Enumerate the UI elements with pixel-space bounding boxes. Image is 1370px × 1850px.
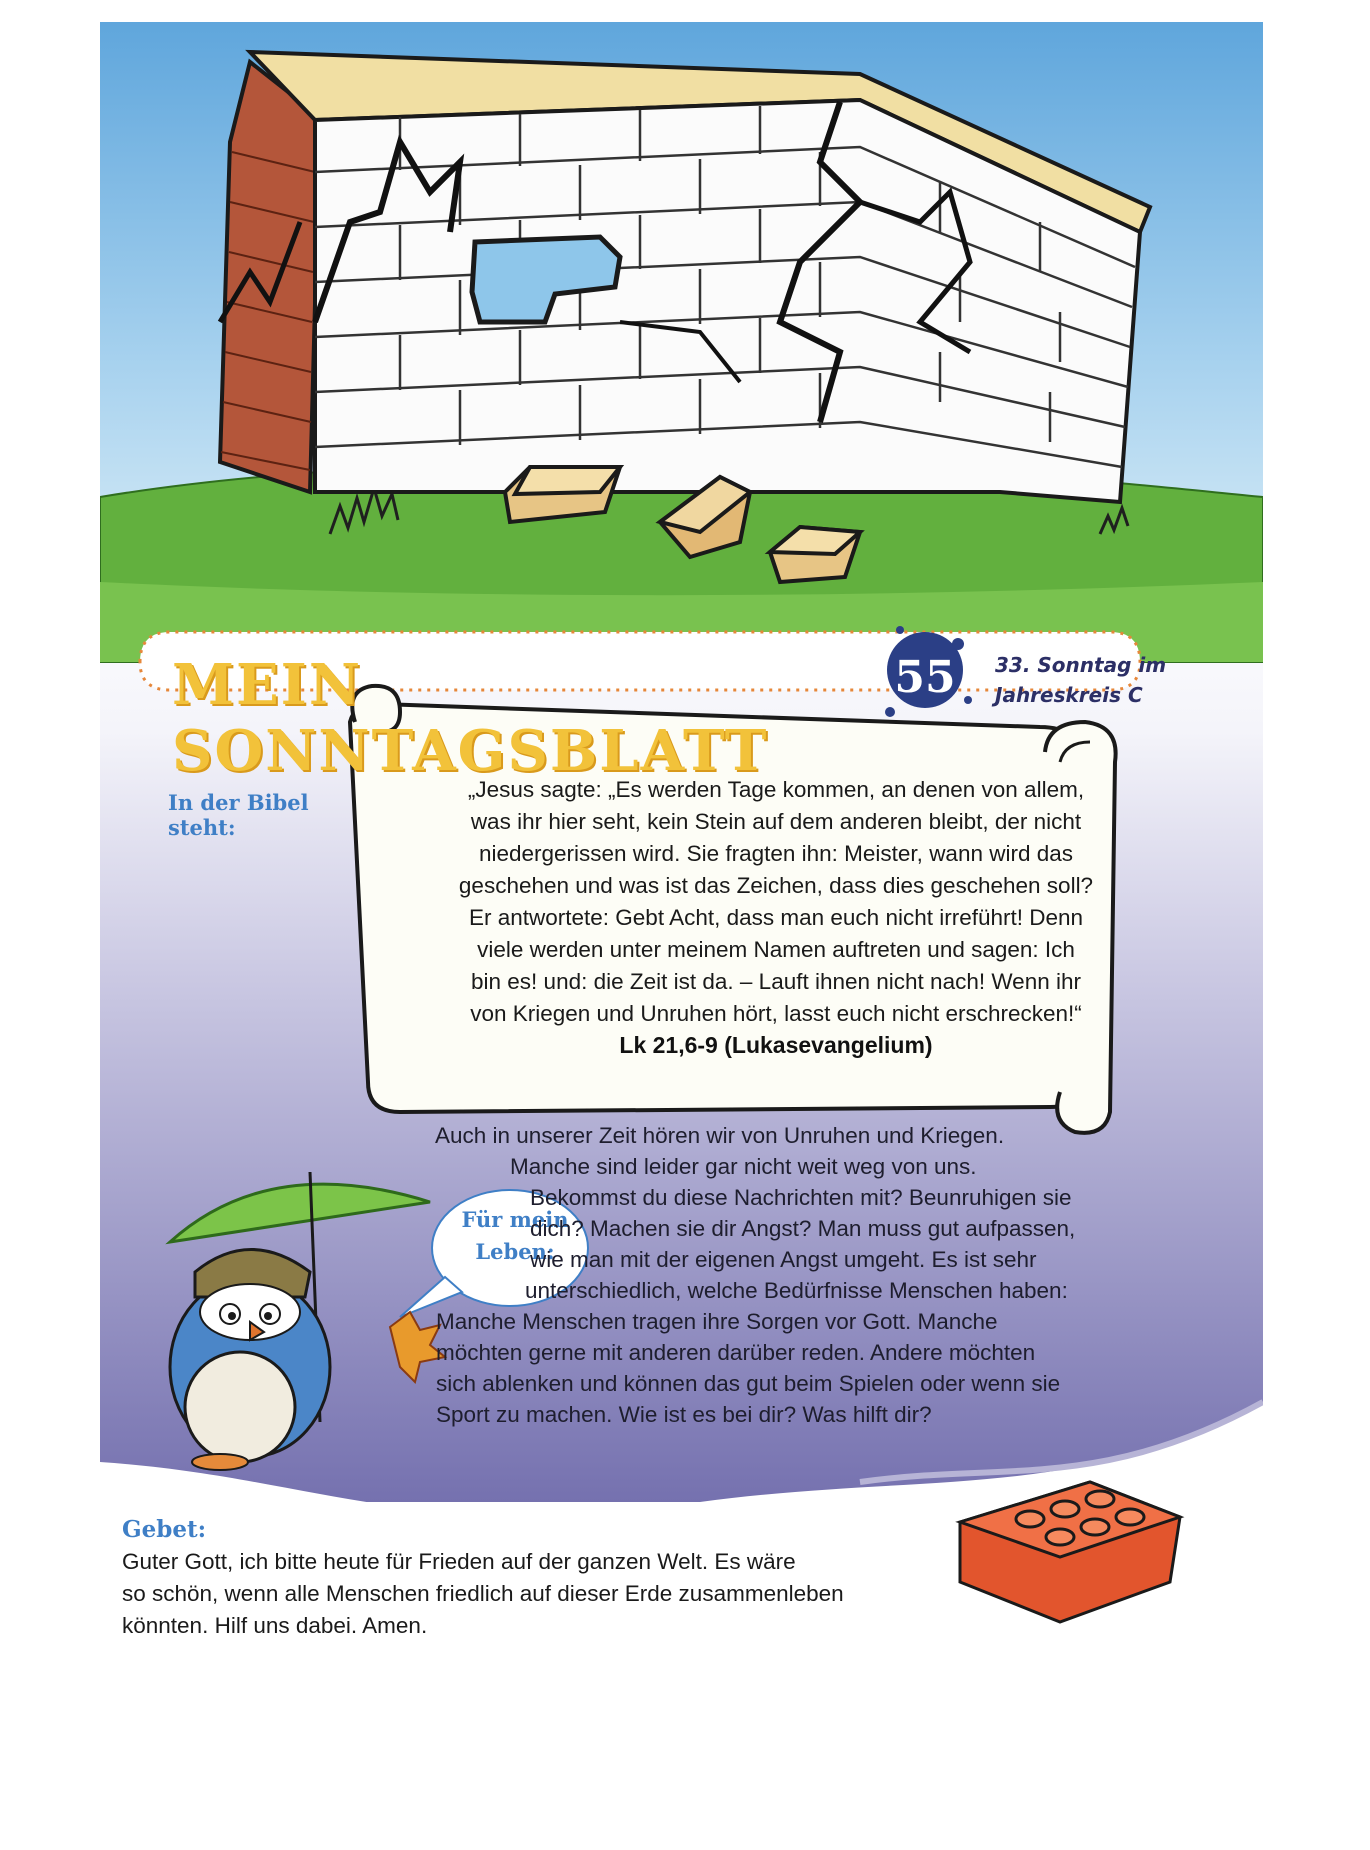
life-text-line: Bekommst du diese Nachrichten mit? Beunruhigen sie	[530, 1185, 1072, 1210]
quote-line: viele werden unter meinem Namen auftreten und sagen: Ich	[477, 937, 1075, 962]
quote-line: niedergerissen wird. Sie fragten ihn: Meister, wann wird das	[478, 841, 1074, 866]
bible-quote	[436, 774, 1116, 1030]
quote-line: Er antwortete: Gebt Acht, dass man euch nicht irreführt! Denn	[468, 905, 1084, 930]
prayer-line: so schön, wenn alle Menschen friedlich auf dieser Erde zusammenleben	[122, 1581, 844, 1606]
bible-source: Lk 21,6-9 (Lukasevangelium)	[619, 1032, 933, 1058]
life-text-line: wie man mit der eigenen Angst umgeht. Es ist sehr	[530, 1247, 1037, 1272]
quote-line: geschehen und was ist das Zeichen, dass dies geschehen soll?	[458, 873, 1094, 898]
quote-line: „Jesus sagte: „Es werden Tage kommen, an denen von allem,	[467, 777, 1085, 802]
worksheet-page	[100, 22, 1263, 1646]
prayer-label: Gebet:	[122, 1516, 207, 1543]
quote-line: was ihr hier seht, kein Stein auf dem anderen bleibt, der nicht	[470, 809, 1082, 834]
life-text-line: möchten gerne mit anderen darüber reden. Andere möchten	[436, 1340, 1036, 1365]
quote-line: von Kriegen und Unruhen hört, lasst euch nicht erschrecken!“	[470, 1001, 1082, 1026]
issue-number: 55	[894, 652, 956, 703]
life-text-line: Manche sind leider gar nicht weit weg von uns.	[510, 1154, 977, 1179]
quote-line: bin es! und: die Zeit ist da. – Lauft ihnen nicht nach! Wenn ihr	[471, 969, 1081, 994]
life-label-line-2: Leben:	[475, 1239, 555, 1264]
life-text-line: Sport zu machen. Wie ist es bei dir? Was hilft dir?	[436, 1402, 932, 1427]
prayer-line: könnten. Hilf uns dabei. Amen.	[122, 1613, 428, 1638]
life-text-line: Auch in unserer Zeit hören wir von Unruhen und Kriegen.	[435, 1123, 1005, 1148]
life-text-line: sich ablenken und können das gut beim Spielen oder wenn sie	[436, 1371, 1061, 1396]
page-title: MEIN SONNTAGSBLATT	[172, 652, 769, 784]
life-label-line-1: Für mein	[461, 1207, 569, 1232]
sunday-line-2: Jahreskreis C	[995, 683, 1143, 707]
bible-label: In der Bibel steht:	[168, 790, 309, 840]
sunday-line-1: 33. Sonntag im	[995, 653, 1167, 677]
sunday-info	[995, 650, 1185, 710]
life-text-line: dich? Machen sie dir Angst? Man muss gut aufpassen,	[530, 1216, 1076, 1241]
life-text-line: unterschiedlich, welche Bedürfnisse Menschen haben:	[525, 1278, 1068, 1303]
life-text-line: Manche Menschen tragen ihre Sorgen vor Gott. Manche	[436, 1309, 998, 1334]
prayer-line: Guter Gott, ich bitte heute für Frieden auf der ganzen Welt. Es wäre	[122, 1549, 796, 1574]
